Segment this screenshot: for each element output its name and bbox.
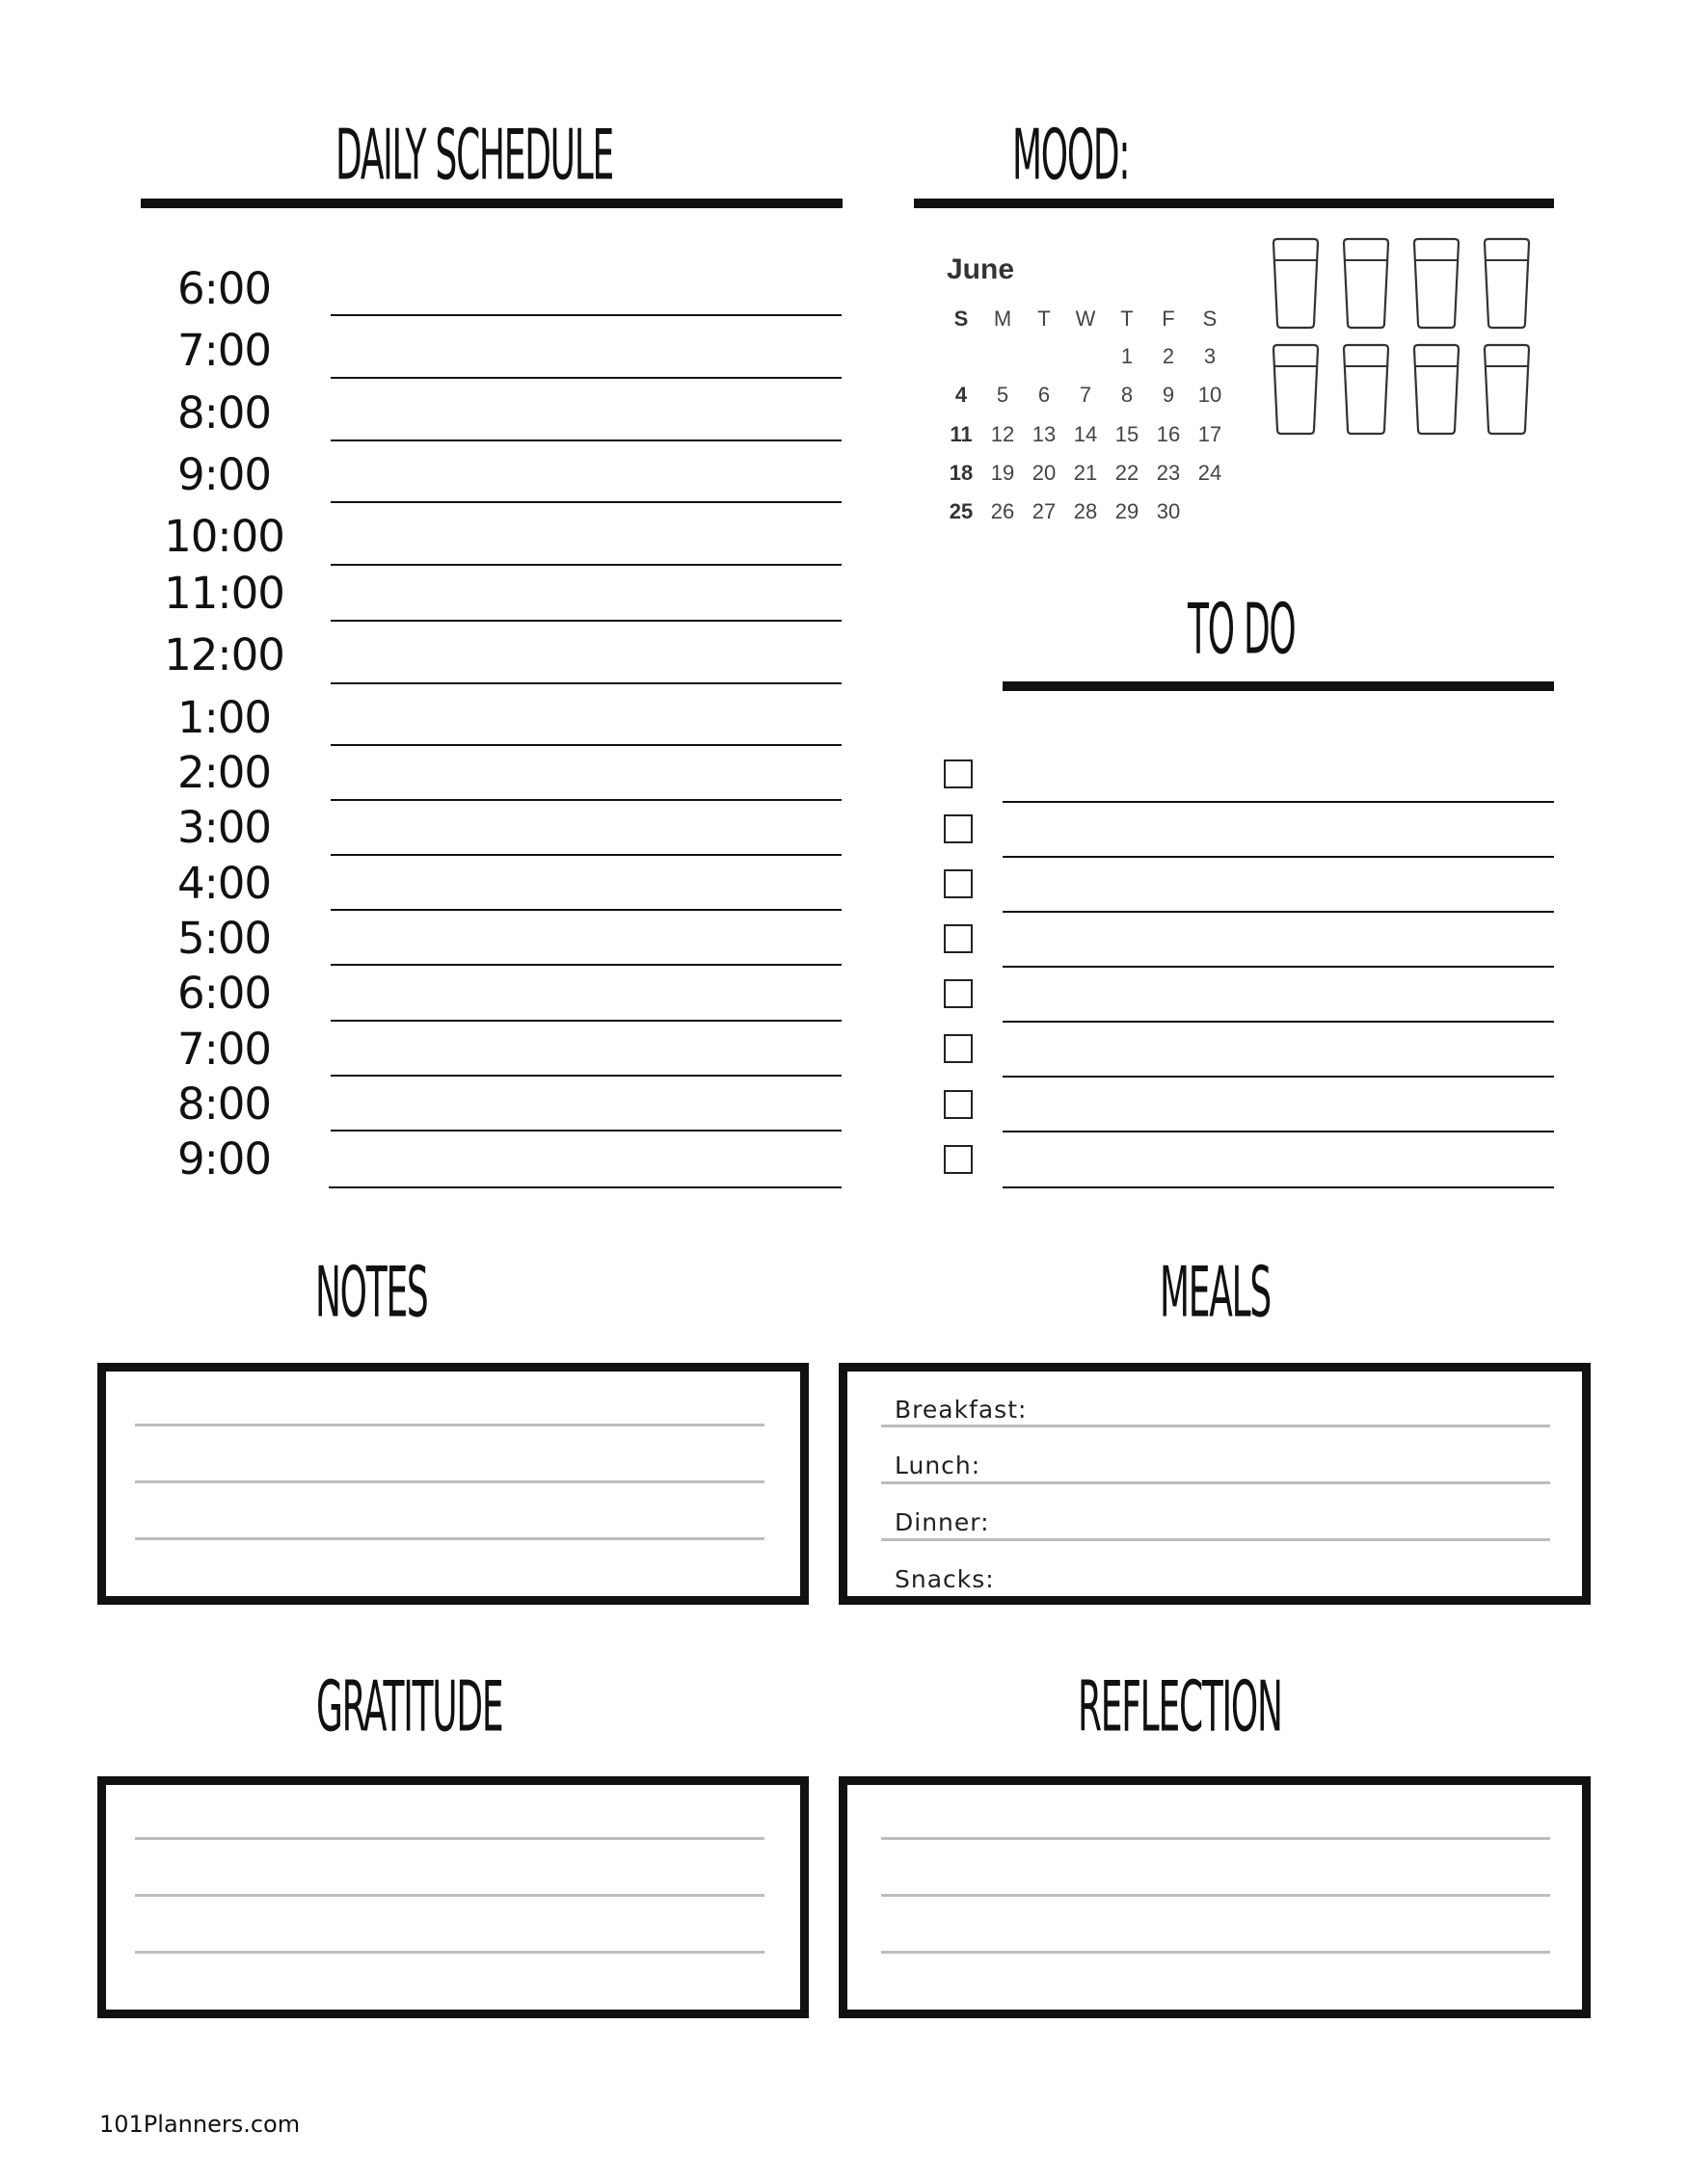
checkbox-icon[interactable] [944,924,973,953]
water-glass-icon[interactable] [1482,237,1532,330]
checkbox-icon[interactable] [944,814,973,843]
todo-entry-line[interactable] [1003,1021,1554,1023]
schedule-entry-line[interactable] [331,564,842,566]
checkbox-icon[interactable] [944,979,973,1008]
footer-site: 101Planners.com [99,2111,301,2138]
calendar-weekday: S [953,306,969,331]
schedule-time: 7:00 [176,325,272,376]
reflection-line [881,1837,1550,1840]
calendar-day[interactable]: 20 [1032,461,1057,485]
calendar-day[interactable]: 19 [990,461,1015,485]
calendar-day[interactable]: 1 [1120,344,1134,368]
schedule-entry-line[interactable] [331,1130,842,1132]
calendar-day[interactable]: 23 [1156,461,1181,485]
dinner-line[interactable] [881,1538,1550,1541]
checkbox-icon[interactable] [944,1145,973,1174]
calendar-weekday: W [1075,306,1096,331]
calendar-day[interactable]: 10 [1197,383,1222,407]
notes-box[interactable] [97,1363,809,1605]
calendar-weekday: S [1202,306,1218,331]
checkbox-icon[interactable] [944,1090,973,1119]
todo-entry-line[interactable] [1003,1076,1554,1078]
gratitude-box[interactable] [97,1776,809,2018]
todo-entry-line[interactable] [1003,1186,1554,1188]
calendar-day[interactable]: 7 [1079,383,1092,407]
schedule-time: 5:00 [176,913,272,964]
calendar-day[interactable]: 3 [1203,344,1217,368]
mood-rule [914,199,1554,208]
lunch-label: Lunch: [895,1452,981,1479]
calendar-day[interactable]: 28 [1073,499,1098,523]
notes-line [135,1537,764,1540]
water-glass-icon[interactable] [1411,237,1461,330]
calendar-day[interactable]: 9 [1162,383,1175,407]
calendar-day[interactable]: 11 [950,422,973,446]
schedule-time: 6:00 [176,968,272,1019]
calendar-day[interactable]: 6 [1037,383,1051,407]
daily-schedule-rule [141,199,843,208]
calendar-day[interactable]: 26 [990,499,1015,523]
notes-heading: NOTES [315,1251,428,1333]
calendar-day[interactable]: 17 [1197,422,1222,446]
schedule-time: 3:00 [176,802,272,853]
schedule-time: 4:00 [176,858,272,909]
calendar-day[interactable]: 15 [1114,422,1139,446]
gratitude-line [135,1837,764,1840]
calendar-day[interactable]: 18 [949,461,974,485]
calendar-month: June [947,253,1015,285]
schedule-entry-line[interactable] [329,1186,842,1188]
meals-heading: MEALS [1160,1251,1272,1333]
schedule-entry-line[interactable] [331,854,842,856]
calendar-day[interactable]: 8 [1120,383,1134,407]
schedule-time: 8:00 [176,1079,272,1130]
mood-heading: MOOD: [1012,114,1130,196]
calendar-day[interactable]: 14 [1073,422,1098,446]
calendar-day[interactable]: 22 [1114,461,1139,485]
calendar-weekday: T [1120,306,1134,331]
dinner-label: Dinner: [895,1508,990,1536]
calendar-day[interactable]: 27 [1032,499,1057,523]
water-glass-icon[interactable] [1482,343,1532,436]
water-glass-icon[interactable] [1341,237,1391,330]
breakfast-label: Breakfast: [895,1396,1028,1424]
schedule-time: 7:00 [176,1024,272,1075]
schedule-entry-line[interactable] [331,1020,842,1022]
checkbox-icon[interactable] [944,869,973,898]
schedule-entry-line[interactable] [331,799,842,801]
schedule-entry-line[interactable] [331,439,842,441]
notes-line [135,1424,764,1426]
calendar-day[interactable]: 21 [1073,461,1098,485]
todo-entry-line[interactable] [1003,966,1554,968]
calendar-day[interactable]: 25 [949,499,974,523]
schedule-entry-line[interactable] [331,314,842,316]
checkbox-icon[interactable] [944,1034,973,1063]
schedule-time: 10:00 [164,511,284,562]
calendar-day[interactable]: 12 [990,422,1015,446]
schedule-entry-line[interactable] [331,909,842,911]
reflection-line [881,1894,1550,1897]
todo-entry-line[interactable] [1003,911,1554,913]
schedule-entry-line[interactable] [331,620,842,622]
calendar-day[interactable]: 29 [1114,499,1139,523]
schedule-entry-line[interactable] [331,744,842,746]
breakfast-line[interactable] [881,1425,1550,1427]
todo-rule [1003,681,1554,691]
schedule-entry-line[interactable] [331,377,842,379]
calendar-day[interactable]: 30 [1156,499,1181,523]
todo-entry-line[interactable] [1003,1131,1554,1132]
calendar-weekday: M [993,306,1012,331]
checkbox-icon[interactable] [944,759,973,788]
gratitude-heading: GRATITUDE [316,1665,503,1747]
calendar-day[interactable]: 24 [1197,461,1222,485]
schedule-time: 9:00 [176,1133,272,1185]
schedule-entry-line[interactable] [331,501,842,503]
calendar-day[interactable]: 5 [996,383,1009,407]
water-glass-icon[interactable] [1271,237,1321,330]
todo-entry-line[interactable] [1003,801,1554,803]
schedule-time: 1:00 [176,692,272,743]
reflection-heading: REFLECTION [1078,1665,1282,1747]
gratitude-line [135,1894,764,1897]
calendar-day[interactable]: 13 [1032,422,1057,446]
water-glass-icon[interactable] [1271,343,1321,436]
schedule-time: 9:00 [176,449,272,500]
schedule-entry-line[interactable] [331,964,842,966]
todo-entry-line[interactable] [1003,856,1554,858]
calendar-day[interactable]: 4 [954,383,968,407]
daily-schedule-heading: DAILY SCHEDULE [335,114,614,196]
gratitude-line [135,1951,764,1954]
water-glass-icon[interactable] [1341,343,1391,436]
calendar-day[interactable]: 16 [1156,422,1181,446]
schedule-time: 2:00 [176,747,272,798]
schedule-time: 11:00 [164,568,284,619]
notes-line [135,1480,764,1483]
todo-heading: TO DO [1188,588,1296,670]
reflection-line [881,1951,1550,1954]
lunch-line[interactable] [881,1481,1550,1484]
calendar-day[interactable]: 2 [1162,344,1175,368]
schedule-time: 8:00 [176,387,272,439]
water-glass-icon[interactable] [1411,343,1461,436]
schedule-entry-line[interactable] [331,682,842,684]
snacks-label: Snacks: [895,1565,995,1593]
reflection-box[interactable] [839,1776,1591,2018]
schedule-time: 12:00 [164,629,284,680]
calendar-weekday: T [1037,306,1051,331]
schedule-time: 6:00 [176,263,272,314]
schedule-entry-line[interactable] [331,1075,842,1077]
calendar-weekday: F [1162,306,1175,331]
